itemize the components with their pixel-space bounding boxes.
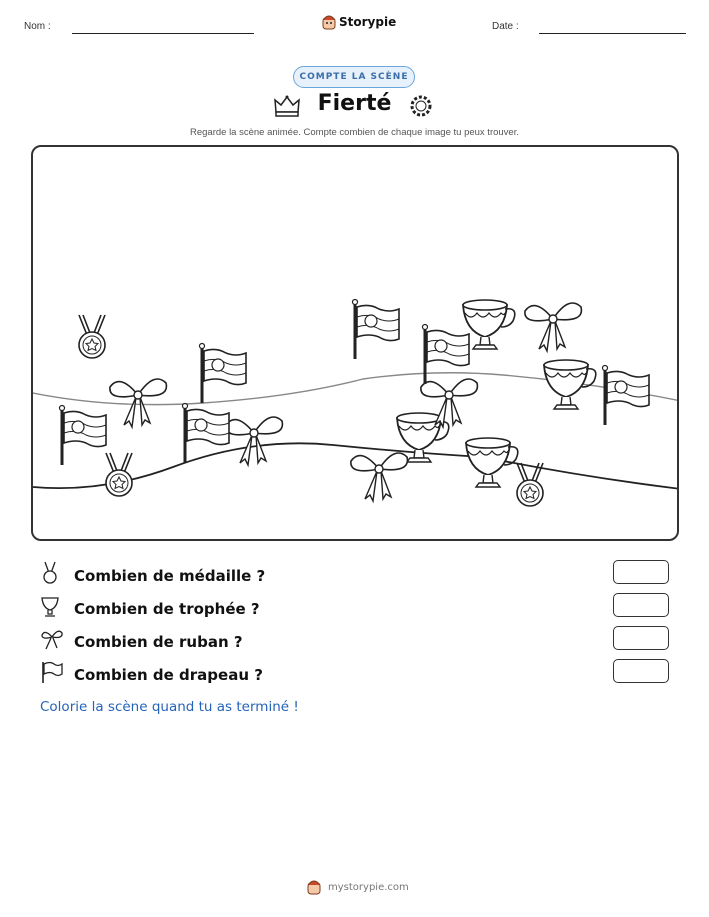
instructions: Regarde la scène animée. Compte combien de chaque image tu peux trouver. xyxy=(189,127,519,138)
trophy-icon xyxy=(40,594,62,618)
wreath-icon xyxy=(408,94,434,122)
answer-box[interactable] xyxy=(613,626,669,650)
flag-icon xyxy=(423,325,470,385)
medal-icon xyxy=(517,463,543,506)
question-row-trophy xyxy=(40,598,680,624)
question-text: Combien de drapeau ? xyxy=(74,666,263,684)
flag-icon xyxy=(60,406,107,466)
question-text: Combien de ruban ? xyxy=(74,633,243,651)
flag-icon xyxy=(200,344,247,404)
date-line[interactable] xyxy=(539,33,686,34)
question-text: Combien de médaille ? xyxy=(74,567,266,585)
flag-icon xyxy=(40,660,64,684)
ribbon-icon xyxy=(351,453,408,501)
name-line[interactable] xyxy=(72,33,254,34)
storypie-footer-logo-icon xyxy=(306,879,322,899)
scene-badge: COMPTE LA SCÈNE xyxy=(293,66,415,88)
medal-icon xyxy=(40,561,60,585)
brand-name: Storypie xyxy=(339,15,397,29)
closing-instruction: Colorie la scène quand tu as terminé ! xyxy=(40,699,299,715)
answer-box[interactable] xyxy=(613,560,669,584)
answer-box[interactable] xyxy=(613,593,669,617)
ribbon-icon xyxy=(40,627,64,651)
answer-box[interactable] xyxy=(613,659,669,683)
question-row-flag xyxy=(40,664,680,690)
question-row-medal xyxy=(40,565,680,591)
question-text: Combien de trophée ? xyxy=(74,600,260,618)
flag-icon xyxy=(353,300,400,360)
date-label: Date : xyxy=(492,21,519,32)
flag-icon xyxy=(603,366,650,426)
flag-icon xyxy=(183,404,230,464)
storypie-logo-icon xyxy=(322,14,336,30)
medal-icon xyxy=(79,315,105,358)
brand-logo xyxy=(322,13,396,31)
ribbon-icon xyxy=(525,303,582,351)
question-row-ribbon xyxy=(40,631,680,657)
trophy-icon xyxy=(463,300,515,349)
name-label: Nom : xyxy=(24,21,51,32)
medal-icon xyxy=(106,453,132,496)
page-title: Fierté xyxy=(317,91,392,116)
footer-site[interactable]: mystorypie.com xyxy=(328,882,409,893)
counting-scene[interactable] xyxy=(31,145,679,541)
ribbon-icon xyxy=(226,417,283,465)
